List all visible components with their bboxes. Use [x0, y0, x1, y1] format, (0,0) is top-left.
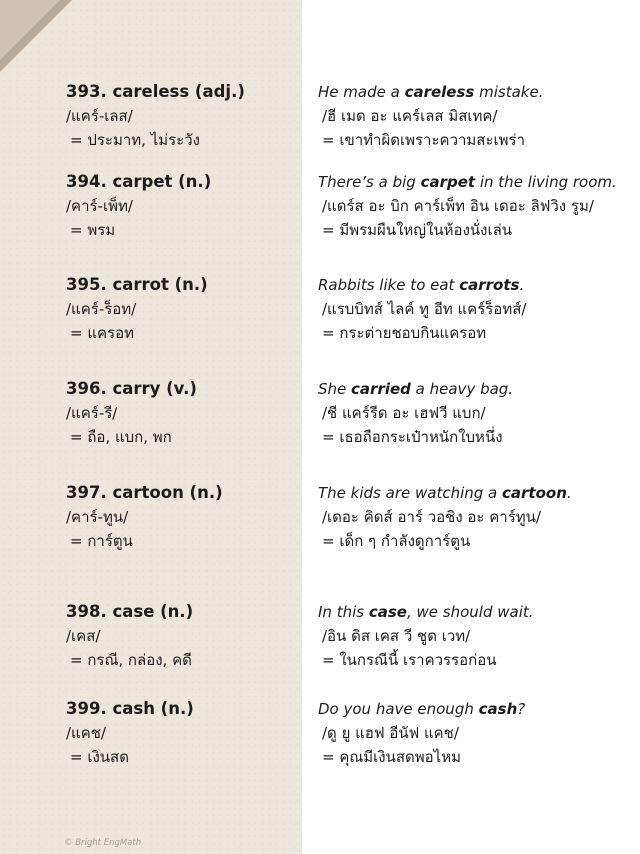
example-sentence: There’s a big carpet in the living room.: [318, 173, 617, 191]
word-meaning: = แครอท: [70, 324, 134, 342]
word-meaning: = พรม: [70, 221, 116, 239]
example-column: [318, 273, 638, 345]
word-heading: 395. carrot (n.): [66, 275, 208, 294]
vocab-entry: [0, 377, 640, 457]
example-sentence: Do you have enough cash?: [318, 700, 526, 718]
highlight-word: carried: [351, 380, 411, 398]
credit-watermark: © Bright EngMath: [64, 838, 142, 848]
example-meaning: = คุณมีเงินสดพอไหม: [322, 748, 461, 766]
example-sentence: Rabbits like to eat carrots.: [318, 276, 525, 294]
example-pronunciation: /แรบบิทส์ ไลค์ ทู อีท แคร์ร็อทส์/: [322, 300, 527, 318]
example-pronunciation: /อิน ดิส เคส วี ชูด เวท/: [322, 627, 471, 645]
highlight-word: careless: [404, 83, 475, 101]
word-pronunciation: /คาร์-เพ็ท/: [66, 197, 133, 215]
word-column: [66, 481, 301, 553]
word-column: [66, 377, 301, 449]
highlight-word: cash: [478, 700, 518, 718]
vocab-entry: [0, 80, 640, 160]
page-corner-fold: [0, 0, 60, 60]
example-pronunciation: /ฮี เมด อะ แคร์เลส มิสเทค/: [322, 107, 498, 125]
example-meaning: = เขาทำผิดเพราะความสะเพร่า: [322, 131, 526, 149]
word-heading: 398. case (n.): [66, 602, 194, 621]
word-column: [66, 80, 301, 152]
vocab-entry: [0, 697, 640, 777]
vocab-entry: [0, 170, 640, 250]
word-heading: 396. carry (v.): [66, 379, 197, 398]
word-column: [66, 273, 301, 345]
example-meaning: = เด็ก ๆ กำลังดูการ์ตูน: [322, 532, 471, 550]
word-heading: 393. careless (adj.): [66, 82, 245, 101]
vocab-entry: [0, 273, 640, 353]
example-column: [318, 481, 638, 553]
highlight-word: carpet: [420, 173, 476, 191]
highlight-word: cartoon: [502, 484, 567, 502]
example-column: [318, 600, 638, 672]
word-pronunciation: /เคส/: [66, 627, 101, 645]
example-pronunciation: /แดร์ส อะ บิก คาร์เพ็ท อิน เดอะ ลิฟวิง รูม/: [322, 197, 594, 215]
example-sentence: She carried a heavy bag.: [318, 380, 514, 398]
word-meaning: = เงินสด: [70, 748, 129, 766]
example-column: [318, 80, 638, 152]
word-column: [66, 697, 301, 769]
example-pronunciation: /เดอะ คิดส์ อาร์ วอชิง อะ คาร์ทูน/: [322, 508, 541, 526]
example-column: [318, 170, 638, 242]
word-heading: 399. cash (n.): [66, 699, 194, 718]
word-pronunciation: /แคร์-เลส/: [66, 107, 133, 125]
word-column: [66, 170, 301, 242]
highlight-word: case: [368, 603, 407, 621]
example-sentence: The kids are watching a cartoon.: [318, 484, 572, 502]
word-pronunciation: /คาร์-ทูน/: [66, 508, 129, 526]
vocab-entry: [0, 481, 640, 561]
word-heading: 394. carpet (n.): [66, 172, 212, 191]
example-meaning: = มีพรมผืนใหญ่ในห้องนั่งเล่น: [322, 221, 513, 239]
word-pronunciation: /แคช/: [66, 724, 106, 742]
example-sentence: In this case, we should wait.: [318, 603, 534, 621]
word-meaning: = ถือ, แบก, พก: [70, 428, 172, 446]
example-column: [318, 377, 638, 449]
example-meaning: = เธอถือกระเป๋าหนักใบหนึ่ง: [322, 428, 503, 446]
word-pronunciation: /แคร์-รี/: [66, 404, 118, 422]
example-column: [318, 697, 638, 769]
word-meaning: = กรณี, กล่อง, คดี: [70, 651, 192, 669]
word-meaning: = การ์ตูน: [70, 532, 133, 550]
word-meaning: = ประมาท, ไม่ระวัง: [70, 131, 200, 149]
word-column: [66, 600, 301, 672]
example-pronunciation: /ชี แคร์รีด อะ เฮฟวี แบก/: [322, 404, 486, 422]
example-sentence: He made a careless mistake.: [318, 83, 544, 101]
word-heading: 397. cartoon (n.): [66, 483, 223, 502]
example-pronunciation: /ดู ยู แฮฟ อีนัฟ แคช/: [322, 724, 459, 742]
example-meaning: = กระต่ายชอบกินแครอท: [322, 324, 487, 342]
example-meaning: = ในกรณีนี้ เราควรรอก่อน: [322, 651, 497, 669]
highlight-word: carrots: [459, 276, 520, 294]
word-pronunciation: /แคร์-ร็อท/: [66, 300, 137, 318]
vocab-entry: [0, 600, 640, 680]
